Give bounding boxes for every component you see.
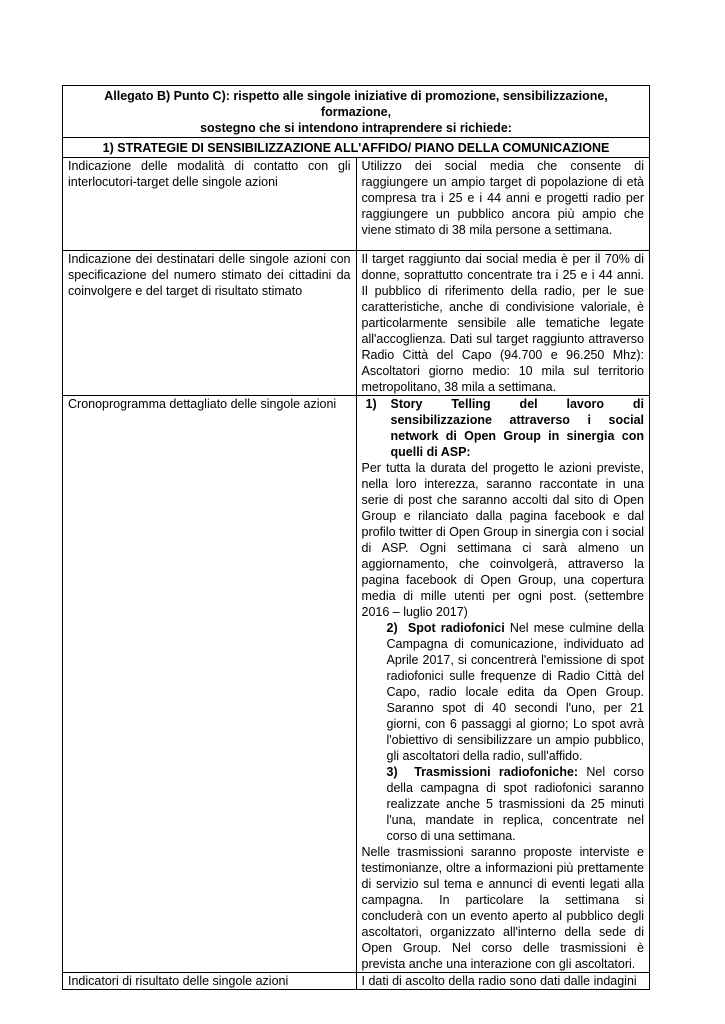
row-value: Il target raggiunto dai social media è per il 70% di donne, soprattutto concentrate tra i 25 e i 44 anni. Il pubblico di riferimento della radio, per le sue caratteristiche, anche di condivisione valoriale, è particolarmente sensibile alle tematiche legate all'accoglienza. Dati sul target raggiunto attraverso Radio Città del Capo (94.700 e 96.250 Mhz): Ascoltatori giorno medio: 10 mila sul territorio metropolitano, 38 mila a settimana. xyxy=(356,251,650,396)
header-line-1: Allegato B) Punto C): rispetto alle singole iniziative di promozione, sensibilizzazione, formazione, xyxy=(104,89,608,119)
row-label: Indicazione dei destinatari delle singole azioni con specificazione del numero stimato dei cittadini da coinvolgere e del target di risultato stimato xyxy=(63,251,357,396)
schedule-item xyxy=(362,764,645,844)
row-label: Indicazione delle modalità di contatto con gli interlocutori-target delle singole azioni xyxy=(63,158,357,251)
table-row xyxy=(63,251,650,396)
item-number: 3) xyxy=(386,765,398,779)
item-title-text: Spot radiofonici xyxy=(407,621,505,635)
row-value xyxy=(356,396,650,973)
item-title-text: Story Telling del lavoro di sensibilizzazione attraverso i social network di Open Group in sinergia con quelli di ASP: xyxy=(390,397,644,459)
table-row xyxy=(63,158,650,251)
row-label: Indicatori di risultato delle singole azioni xyxy=(63,973,357,990)
schedule-item-body: Nel mese culmine della Campagna di comunicazione, individuato ad Aprile 2017, si concentrerà l'emissione di spot radiofonici sulle frequenze di Radio Città del Capo, radio locale edita da Open Group. Saranno spot di 40 secondi l'uno, per 21 giorni, con 6 passaggi al giorno; Lo spot avrà l'obiettivo di sensibilizzare un ampio pubblico, gli ascoltatori della radio, sull'affido. xyxy=(386,621,645,763)
schedule-item-title xyxy=(362,396,645,460)
header-line-2: sostegno che si intendono intraprendere si richiede: xyxy=(200,121,512,135)
row-value: I dati di ascolto della radio sono dati dalle indagini xyxy=(356,973,650,990)
row-label: Cronoprogramma dettagliato delle singole azioni xyxy=(63,396,357,973)
table-row xyxy=(63,396,650,973)
requirements-table xyxy=(62,85,650,990)
item-title-text: Trasmissioni radiofoniche: xyxy=(414,765,579,779)
schedule-item-extra: Nelle trasmissioni saranno proposte interviste e testimonianze, oltre a informazioni più prettamente di servizio sul tema e annunci di eventi legati alla campagna. In particolare la settimana si concluderà con un evento aperto al pubblico degli ascoltatori, organizzato all'interno della sede di Open Group. Nel corso delle trasmissioni è prevista anche una interazione con gli ascoltatori. xyxy=(361,845,644,971)
item-number: 1) xyxy=(365,397,377,411)
schedule-item-body: Per tutta la durata del progetto le azioni previste, nella loro interezza, saranno raccontate in una serie di post che saranno accolti dal sito di Open Group e rilanciato dalla pagina facebook e dal profilo twitter di Open Group in sinergia con i social di ASP. Ogni settimana ci sarà almeno un aggiornamento, che coinvolgerà, attraverso la pagina facebook di Open Group, una copertura media di mille utenti per ogni post. (settembre 2016 – luglio 2017) xyxy=(361,461,644,619)
schedule-item xyxy=(362,620,645,764)
document-page xyxy=(62,85,650,990)
item-number: 2) xyxy=(386,621,398,635)
section-title: 1) STRATEGIE DI SENSIBILIZZAZIONE ALL'AFFIDO/ PIANO DELLA COMUNICAZIONE xyxy=(63,138,650,158)
schedule-item-body: Nel corso della campagna di spot radiofonici saranno realizzate anche 5 trasmissioni da 25 minuti l'una, mandate in replica, concentrate nel corso di una settimana. xyxy=(386,765,644,843)
table-header xyxy=(63,86,650,138)
table-row xyxy=(63,973,650,990)
row-value: Utilizzo dei social media che consente di raggiungere un ampio target di popolazione di età compresa tra i 25 e i 44 anni e progetti radio per raggiungere un pubblico ancora più ampio che viene stimato di 38 mila persone a settimana. xyxy=(356,158,650,251)
